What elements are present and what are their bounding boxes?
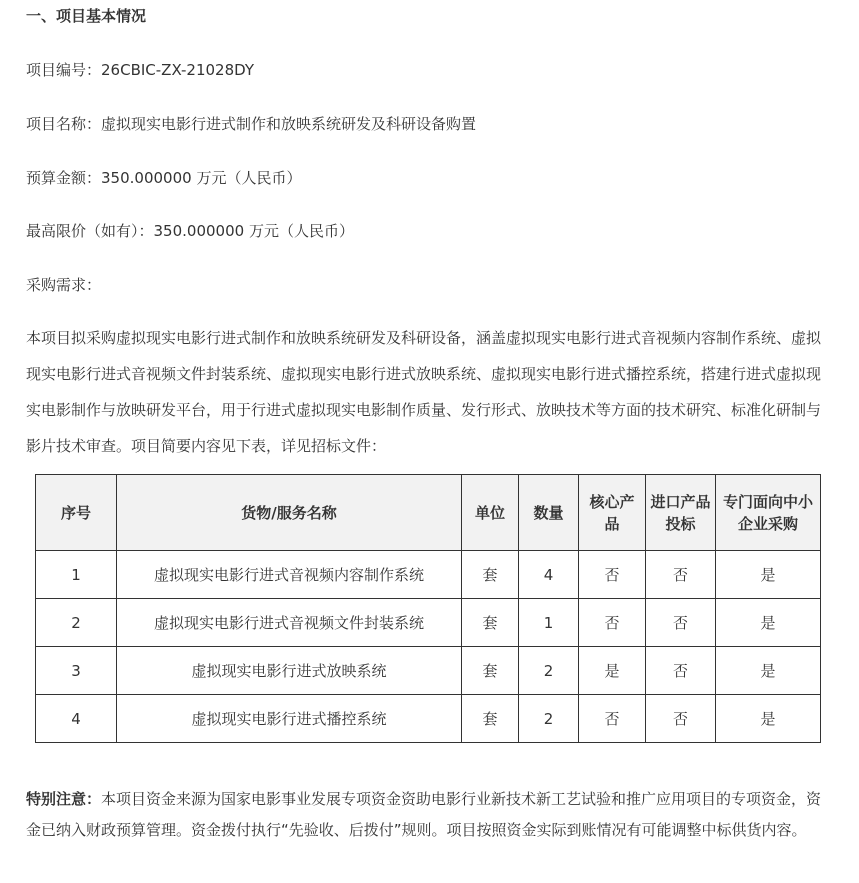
cell-item-name: 虚拟现实电影行进式音视频文件封装系统 (117, 599, 462, 647)
table-row (36, 647, 821, 695)
cell-core-product: 否 (579, 695, 646, 743)
max-price-label: 最高限价（如有）： (26, 222, 154, 240)
budget-value: 350.000000 万元（人民币） (101, 169, 302, 187)
header-quantity: 数量 (519, 475, 579, 551)
cell-core-product: 是 (579, 647, 646, 695)
table-header-row (36, 475, 821, 551)
project-name-label: 项目名称： (26, 115, 102, 133)
header-index: 序号 (36, 475, 117, 551)
special-note-label: 特别注意： (26, 790, 102, 808)
cell-index: 1 (36, 551, 117, 599)
cell-quantity: 2 (519, 647, 579, 695)
budget-label: 预算金额： (26, 169, 102, 187)
cell-quantity: 2 (519, 695, 579, 743)
cell-sme-procurement: 是 (716, 647, 821, 695)
table-row (36, 695, 821, 743)
special-note (26, 784, 836, 846)
table-row (36, 551, 821, 599)
cell-quantity: 1 (519, 599, 579, 647)
requirements-label: 采购需求： (26, 276, 102, 294)
header-sme-procurement: 专门面向中小企业采购 (716, 475, 821, 551)
cell-import-bid: 否 (646, 551, 716, 599)
cell-import-bid: 否 (646, 695, 716, 743)
procurement-table (35, 474, 821, 743)
header-import-bid: 进口产品投标 (646, 475, 716, 551)
cell-unit: 套 (462, 599, 519, 647)
project-number-line (26, 58, 254, 82)
requirements-paragraph: 本项目拟采购虚拟现实电影行进式制作和放映系统研发及科研设备，涵盖虚拟现实电影行进式音视频内容制作系统、虚拟现实电影行进式音视频文件封装系统、虚拟现实电影行进式放映系统、虚拟现实电影行进式播控系统，搭建行进式虚拟现实电影制作与放映研发平台，用于行进式虚拟现实电影制作质量、发行形式、放映技术等方面的技术研究、标准化研制与影片技术审查。项目简要内容见下表，详见招标文件： (26, 329, 822, 455)
cell-unit: 套 (462, 695, 519, 743)
section-heading: 一、项目基本情况 (26, 7, 147, 25)
cell-index: 2 (36, 599, 117, 647)
cell-item-name: 虚拟现实电影行进式放映系统 (117, 647, 462, 695)
budget-line (26, 166, 301, 190)
table-row (36, 599, 821, 647)
project-name-value: 虚拟现实电影行进式制作和放映系统研发及科研设备购置 (101, 115, 477, 133)
special-note-text: 本项目资金来源为国家电影事业发展专项资金资助电影行业新技术新工艺试验和推广应用项目的专项资金，资金已纳入财政预算管理。资金拨付执行“先验收、后拨付”规则。项目按照资金实际到账情况有可能调整中标供货内容。 (26, 790, 822, 839)
cell-import-bid: 否 (646, 647, 716, 695)
cell-core-product: 否 (579, 599, 646, 647)
header-item-name: 货物/服务名称 (117, 475, 462, 551)
cell-quantity: 4 (519, 551, 579, 599)
cell-unit: 套 (462, 551, 519, 599)
cell-import-bid: 否 (646, 599, 716, 647)
header-core-product: 核心产品 (579, 475, 646, 551)
cell-unit: 套 (462, 647, 519, 695)
project-name-line (26, 112, 476, 136)
cell-sme-procurement: 是 (716, 599, 821, 647)
cell-item-name: 虚拟现实电影行进式播控系统 (117, 695, 462, 743)
project-number-value: 26CBIC-ZX-21028DY (101, 61, 255, 79)
cell-index: 4 (36, 695, 117, 743)
cell-core-product: 否 (579, 551, 646, 599)
cell-item-name: 虚拟现实电影行进式音视频内容制作系统 (117, 551, 462, 599)
cell-sme-procurement: 是 (716, 695, 821, 743)
max-price-value: 350.000000 万元（人民币） (153, 222, 354, 240)
max-price-line (26, 219, 354, 243)
cell-sme-procurement: 是 (716, 551, 821, 599)
header-unit: 单位 (462, 475, 519, 551)
project-number-label: 项目编号： (26, 61, 102, 79)
cell-index: 3 (36, 647, 117, 695)
